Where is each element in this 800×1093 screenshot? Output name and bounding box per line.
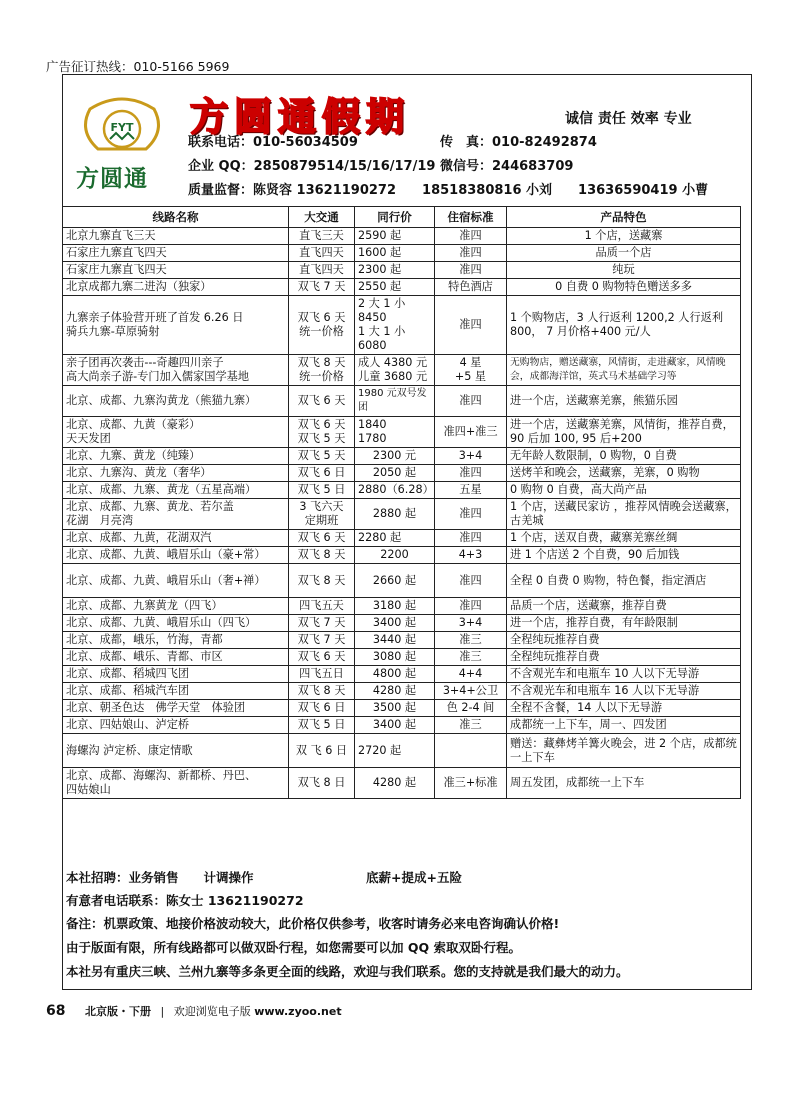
price-cell: 2880（6.28）	[355, 482, 435, 499]
hotel-cell: 3+4	[435, 615, 507, 632]
logo-badge: FYT	[110, 121, 134, 134]
transport-cell: 双飞 6 日	[289, 700, 355, 717]
route-name-cell: 北京、成都、稻城四飞团	[63, 666, 289, 683]
route-name-cell: 北京、成都、九寨沟黄龙（熊猫九寨）	[63, 386, 289, 417]
hotel-cell: 准四	[435, 245, 507, 262]
price-cell: 4280 起	[355, 768, 435, 799]
hotel-cell: 准四	[435, 499, 507, 530]
price-cell: 3180 起	[355, 598, 435, 615]
price-cell: 2300 起	[355, 262, 435, 279]
price-cell: 3400 起	[355, 615, 435, 632]
table-row	[63, 417, 741, 448]
transport-cell: 双飞 5 日	[289, 717, 355, 734]
route-name-cell: 北京、成都、海螺沟、新都桥、丹巴、 四姑娘山	[63, 768, 289, 799]
transport-cell: 双飞 7 天	[289, 279, 355, 296]
ad-hotline: 广告征订热线：010-5166 5969	[46, 59, 230, 74]
header-features: 产品特色	[507, 207, 741, 228]
price-cell: 2550 起	[355, 279, 435, 296]
price-cell: 2590 起	[355, 228, 435, 245]
price-cell: 2280 起	[355, 530, 435, 547]
transport-cell: 双飞 6 天	[289, 386, 355, 417]
price-cell: 1840 1780	[355, 417, 435, 448]
transport-cell: 四飞五天	[289, 598, 355, 615]
price-cell: 2 大 1 小 8450 1 大 1 小 6080	[355, 296, 435, 355]
hotel-cell: 3+4+公卫	[435, 683, 507, 700]
hotel-cell: 准四	[435, 228, 507, 245]
price-cell: 3080 起	[355, 649, 435, 666]
hotel-cell	[435, 734, 507, 768]
route-name-cell: 亲子团再次袭击---奇趣四川亲子 高大尚亲子游-专门加入儒家国学基地	[63, 355, 289, 386]
feature-cell: 无购物店，赠送藏寨，风情街，走进藏家，风情晚会，成都海洋馆，英式马术基础学习等	[507, 355, 741, 386]
feature-cell: 0 购物 0 自费，高大尚产品	[507, 482, 741, 499]
table-row	[63, 262, 741, 279]
feature-cell: 1 个店，送藏民家访 ，推荐风情晚会送藏寨，古羌城	[507, 499, 741, 530]
route-name-cell: 北京、成都、九寨、黄龙（五星高端）	[63, 482, 289, 499]
hotel-cell: 准三	[435, 649, 507, 666]
route-name-cell: 海螺沟 泸定桥、康定情歌	[63, 734, 289, 768]
hotel-cell: 准四	[435, 598, 507, 615]
table-row	[63, 700, 741, 717]
transport-cell: 双飞 6 天 双飞 5 天	[289, 417, 355, 448]
feature-cell: 纯玩	[507, 262, 741, 279]
hotel-cell: 4+3	[435, 547, 507, 564]
route-name-cell: 北京、成都、稻城汽车团	[63, 683, 289, 700]
table-row	[63, 632, 741, 649]
feature-cell: 进一个店，送藏寨羌寨，风情街，推荐自费，90 后加 100, 95 后+200	[507, 417, 741, 448]
transport-cell: 双飞 6 日	[289, 465, 355, 482]
transport-cell: 3 飞六天 定期班	[289, 499, 355, 530]
hotel-cell: 准四	[435, 530, 507, 547]
table-row	[63, 279, 741, 296]
hotel-cell: 准四+准三	[435, 417, 507, 448]
transport-cell: 双飞 8 天	[289, 547, 355, 564]
transport-cell: 双飞 7 天	[289, 615, 355, 632]
route-name-cell: 北京、成都、九黄、峨眉乐山（四飞）	[63, 615, 289, 632]
route-name-cell: 石家庄九寨直飞四天	[63, 245, 289, 262]
transport-cell: 双飞 8 天	[289, 564, 355, 598]
route-name-cell: 北京、朝圣色达 佛学天堂 体验团	[63, 700, 289, 717]
table-row	[63, 666, 741, 683]
table-header-row	[63, 207, 741, 228]
contact-phone: 联系电话：010-56034509	[188, 135, 358, 150]
hotel-cell: 准三	[435, 717, 507, 734]
feature-cell: 1 个店，送藏寨	[507, 228, 741, 245]
feature-cell: 全程纯玩推荐自费	[507, 632, 741, 649]
feature-cell: 品质一个店，送藏寨，推荐自费	[507, 598, 741, 615]
contact-fax: 传 真：010-82492874	[440, 135, 597, 150]
hotel-cell: 色 2-4 间	[435, 700, 507, 717]
table-row	[63, 768, 741, 799]
price-cell: 2720 起	[355, 734, 435, 768]
table-row	[63, 245, 741, 262]
route-name-cell: 北京、成都、峨乐、青都、市区	[63, 649, 289, 666]
table-row	[63, 530, 741, 547]
feature-cell: 送烤羊和晚会，送藏寨，羌寨，0 购物	[507, 465, 741, 482]
route-name-cell: 北京、成都、九黄、峨眉乐山（奢+禅）	[63, 564, 289, 598]
hotel-cell: 五星	[435, 482, 507, 499]
header-price: 同行价	[355, 207, 435, 228]
route-name-cell: 九寨亲子体验营开班了首发 6.26 日 骑兵九寨-草原骑射	[63, 296, 289, 355]
table-row	[63, 717, 741, 734]
transport-cell: 双 飞 6 日	[289, 734, 355, 768]
transport-cell: 双飞 7 天	[289, 632, 355, 649]
route-table-body	[63, 228, 741, 799]
hotel-cell: 特色酒店	[435, 279, 507, 296]
feature-cell: 无年龄人数限制，0 购物，0 自费	[507, 448, 741, 465]
price-cell: 2880 起	[355, 499, 435, 530]
table-row	[63, 296, 741, 355]
table-row	[63, 683, 741, 700]
price-cell: 2300 元	[355, 448, 435, 465]
route-name-cell: 北京、成都，峨乐，竹海，青都	[63, 632, 289, 649]
transport-cell: 双飞 8 日	[289, 768, 355, 799]
feature-cell: 赠送：藏彝烤羊篝火晚会，进 2 个店，成都统一上下车	[507, 734, 741, 768]
brand-title: 方圆通假期	[190, 94, 411, 139]
feature-cell: 进 1 个店送 2 个自费，90 后加钱	[507, 547, 741, 564]
browse-label: 欢迎浏览电子版	[173, 1005, 251, 1018]
hotel-cell: 准四	[435, 262, 507, 279]
header-route-name: 线路名称	[63, 207, 289, 228]
price-cell: 4280 起	[355, 683, 435, 700]
more-routes-note: 本社另有重庆三峡、兰州九寨等多条更全面的线路，欢迎与我们联系。您的支持就是我们最大的动力。	[66, 964, 629, 979]
page-number: 68	[46, 1003, 66, 1019]
hotel-cell: 准四	[435, 564, 507, 598]
footer-separator: |	[160, 1005, 165, 1018]
hotel-cell: 3+4	[435, 448, 507, 465]
price-cell: 2200	[355, 547, 435, 564]
logo-name: 方圆通	[76, 165, 148, 192]
page-footer	[46, 1003, 342, 1019]
feature-cell: 进一个店，送藏寨羌寨，熊猫乐园	[507, 386, 741, 417]
sleeper-note: 由于版面有限，所有线路都可以做双卧行程，如您需要可以加 QQ 索取双卧行程。	[66, 940, 521, 955]
price-cell: 2660 起	[355, 564, 435, 598]
table-row	[63, 448, 741, 465]
route-name-cell: 北京、成都、九黄，花湖双汽	[63, 530, 289, 547]
route-name-cell: 北京、九寨、黄龙（纯臻）	[63, 448, 289, 465]
route-name-cell: 北京、九寨沟、黄龙（奢华）	[63, 465, 289, 482]
route-name-cell: 北京、四姑娘山、泸定桥	[63, 717, 289, 734]
route-name-cell: 北京、成都、九黄、峨眉乐山（豪+常）	[63, 547, 289, 564]
brand-slogan: 诚信 责任 效率 专业	[565, 111, 692, 127]
table-row	[63, 499, 741, 530]
price-cell: 3400 起	[355, 717, 435, 734]
route-name-cell: 北京、成都、九寨黄龙（四飞）	[63, 598, 289, 615]
price-cell: 成人 4380 元 儿童 3680 元	[355, 355, 435, 386]
price-cell: 3440 起	[355, 632, 435, 649]
feature-cell: 全程纯玩推荐自费	[507, 649, 741, 666]
hotel-cell: 准三+标准	[435, 768, 507, 799]
hotel-cell: 准三	[435, 632, 507, 649]
price-cell: 4800 起	[355, 666, 435, 683]
transport-cell: 双飞 8 天	[289, 683, 355, 700]
feature-cell: 不含观光车和电瓶车 16 人以下无导游	[507, 683, 741, 700]
table-row	[63, 598, 741, 615]
feature-cell: 全程 0 自费 0 购物，特色餐，指定酒店	[507, 564, 741, 598]
feature-cell: 1 个店，送双自费，藏寨羌寨丝绸	[507, 530, 741, 547]
feature-cell: 成都统一上下车，周一、四发团	[507, 717, 741, 734]
route-name-cell: 北京、成都、九寨、黄龙、若尔盖 花湖 月亮湾	[63, 499, 289, 530]
route-name-cell: 石家庄九寨直飞四天	[63, 262, 289, 279]
hotel-cell: 准四	[435, 386, 507, 417]
recruitment-contact: 有意者电话联系：陈女士 13621190272	[66, 893, 304, 908]
transport-cell: 双飞 5 日	[289, 482, 355, 499]
hotel-cell: 4+4	[435, 666, 507, 683]
price-cell: 1600 起	[355, 245, 435, 262]
table-row	[63, 228, 741, 245]
hotel-cell: 准四	[435, 465, 507, 482]
price-cell: 3500 起	[355, 700, 435, 717]
route-name-cell: 北京、成都、九黄（豪彩） 天天发团	[63, 417, 289, 448]
route-table	[62, 206, 741, 799]
edition-label: 北京版・下册	[84, 1005, 151, 1018]
feature-cell: 全程不含餐，14 人以下无导游	[507, 700, 741, 717]
table-row	[63, 615, 741, 632]
table-row	[63, 482, 741, 499]
table-row	[63, 564, 741, 598]
hotel-cell: 准四	[435, 296, 507, 355]
price-note: 备注：机票政策、地接价格波动较大，此价格仅供参考，收客时请务必来电咨询确认价格!	[66, 916, 560, 931]
feature-cell: 1 个购物店，3 人行返利 1200,2 人行返利 800， 7 月价格+400 元/人	[507, 296, 741, 355]
transport-cell: 四飞五日	[289, 666, 355, 683]
feature-cell: 进一个店，推荐自费，有年龄限制	[507, 615, 741, 632]
route-name-cell: 北京九寨直飞三天	[63, 228, 289, 245]
transport-cell: 双飞 6 天	[289, 649, 355, 666]
feature-cell: 品质一个店	[507, 245, 741, 262]
feature-cell: 周五发团，成都统一上下车	[507, 768, 741, 799]
header-transport: 大交通	[289, 207, 355, 228]
table-row	[63, 547, 741, 564]
table-row	[63, 386, 741, 417]
transport-cell: 直飞四天	[289, 245, 355, 262]
transport-cell: 双飞 5 天	[289, 448, 355, 465]
hotel-cell: 4 星 +5 星	[435, 355, 507, 386]
transport-cell: 直飞四天	[289, 262, 355, 279]
table-row	[63, 355, 741, 386]
contact-qq: 企业 QQ：2850879514/15/16/17/19	[188, 159, 436, 174]
route-name-cell: 北京成都九寨二进沟（独家）	[63, 279, 289, 296]
feature-cell: 0 自费 0 购物特色赠送多多	[507, 279, 741, 296]
table-row	[63, 734, 741, 768]
contact-supervisor: 质量监督：陈贤容 13621190272 18518380816 小刘 13636590419 小曹	[188, 183, 709, 198]
recruitment-line: 本社招聘：业务销售 计调操作 底薪+提成+五险	[66, 870, 462, 885]
price-cell: 2050 起	[355, 465, 435, 482]
contact-wechat: 微信号：244683709	[440, 159, 574, 174]
transport-cell: 双飞 8 天 统一价格	[289, 355, 355, 386]
header-hotel: 住宿标准	[435, 207, 507, 228]
feature-cell: 不含观光车和电瓶车 10 人以下无导游	[507, 666, 741, 683]
table-row	[63, 465, 741, 482]
transport-cell: 双飞 6 天	[289, 530, 355, 547]
price-cell: 1980 元双号发团	[355, 386, 435, 417]
transport-cell: 直飞三天	[289, 228, 355, 245]
website-link[interactable]: www.zyoo.net	[254, 1005, 342, 1018]
table-row	[63, 649, 741, 666]
transport-cell: 双飞 6 天 统一价格	[289, 296, 355, 355]
